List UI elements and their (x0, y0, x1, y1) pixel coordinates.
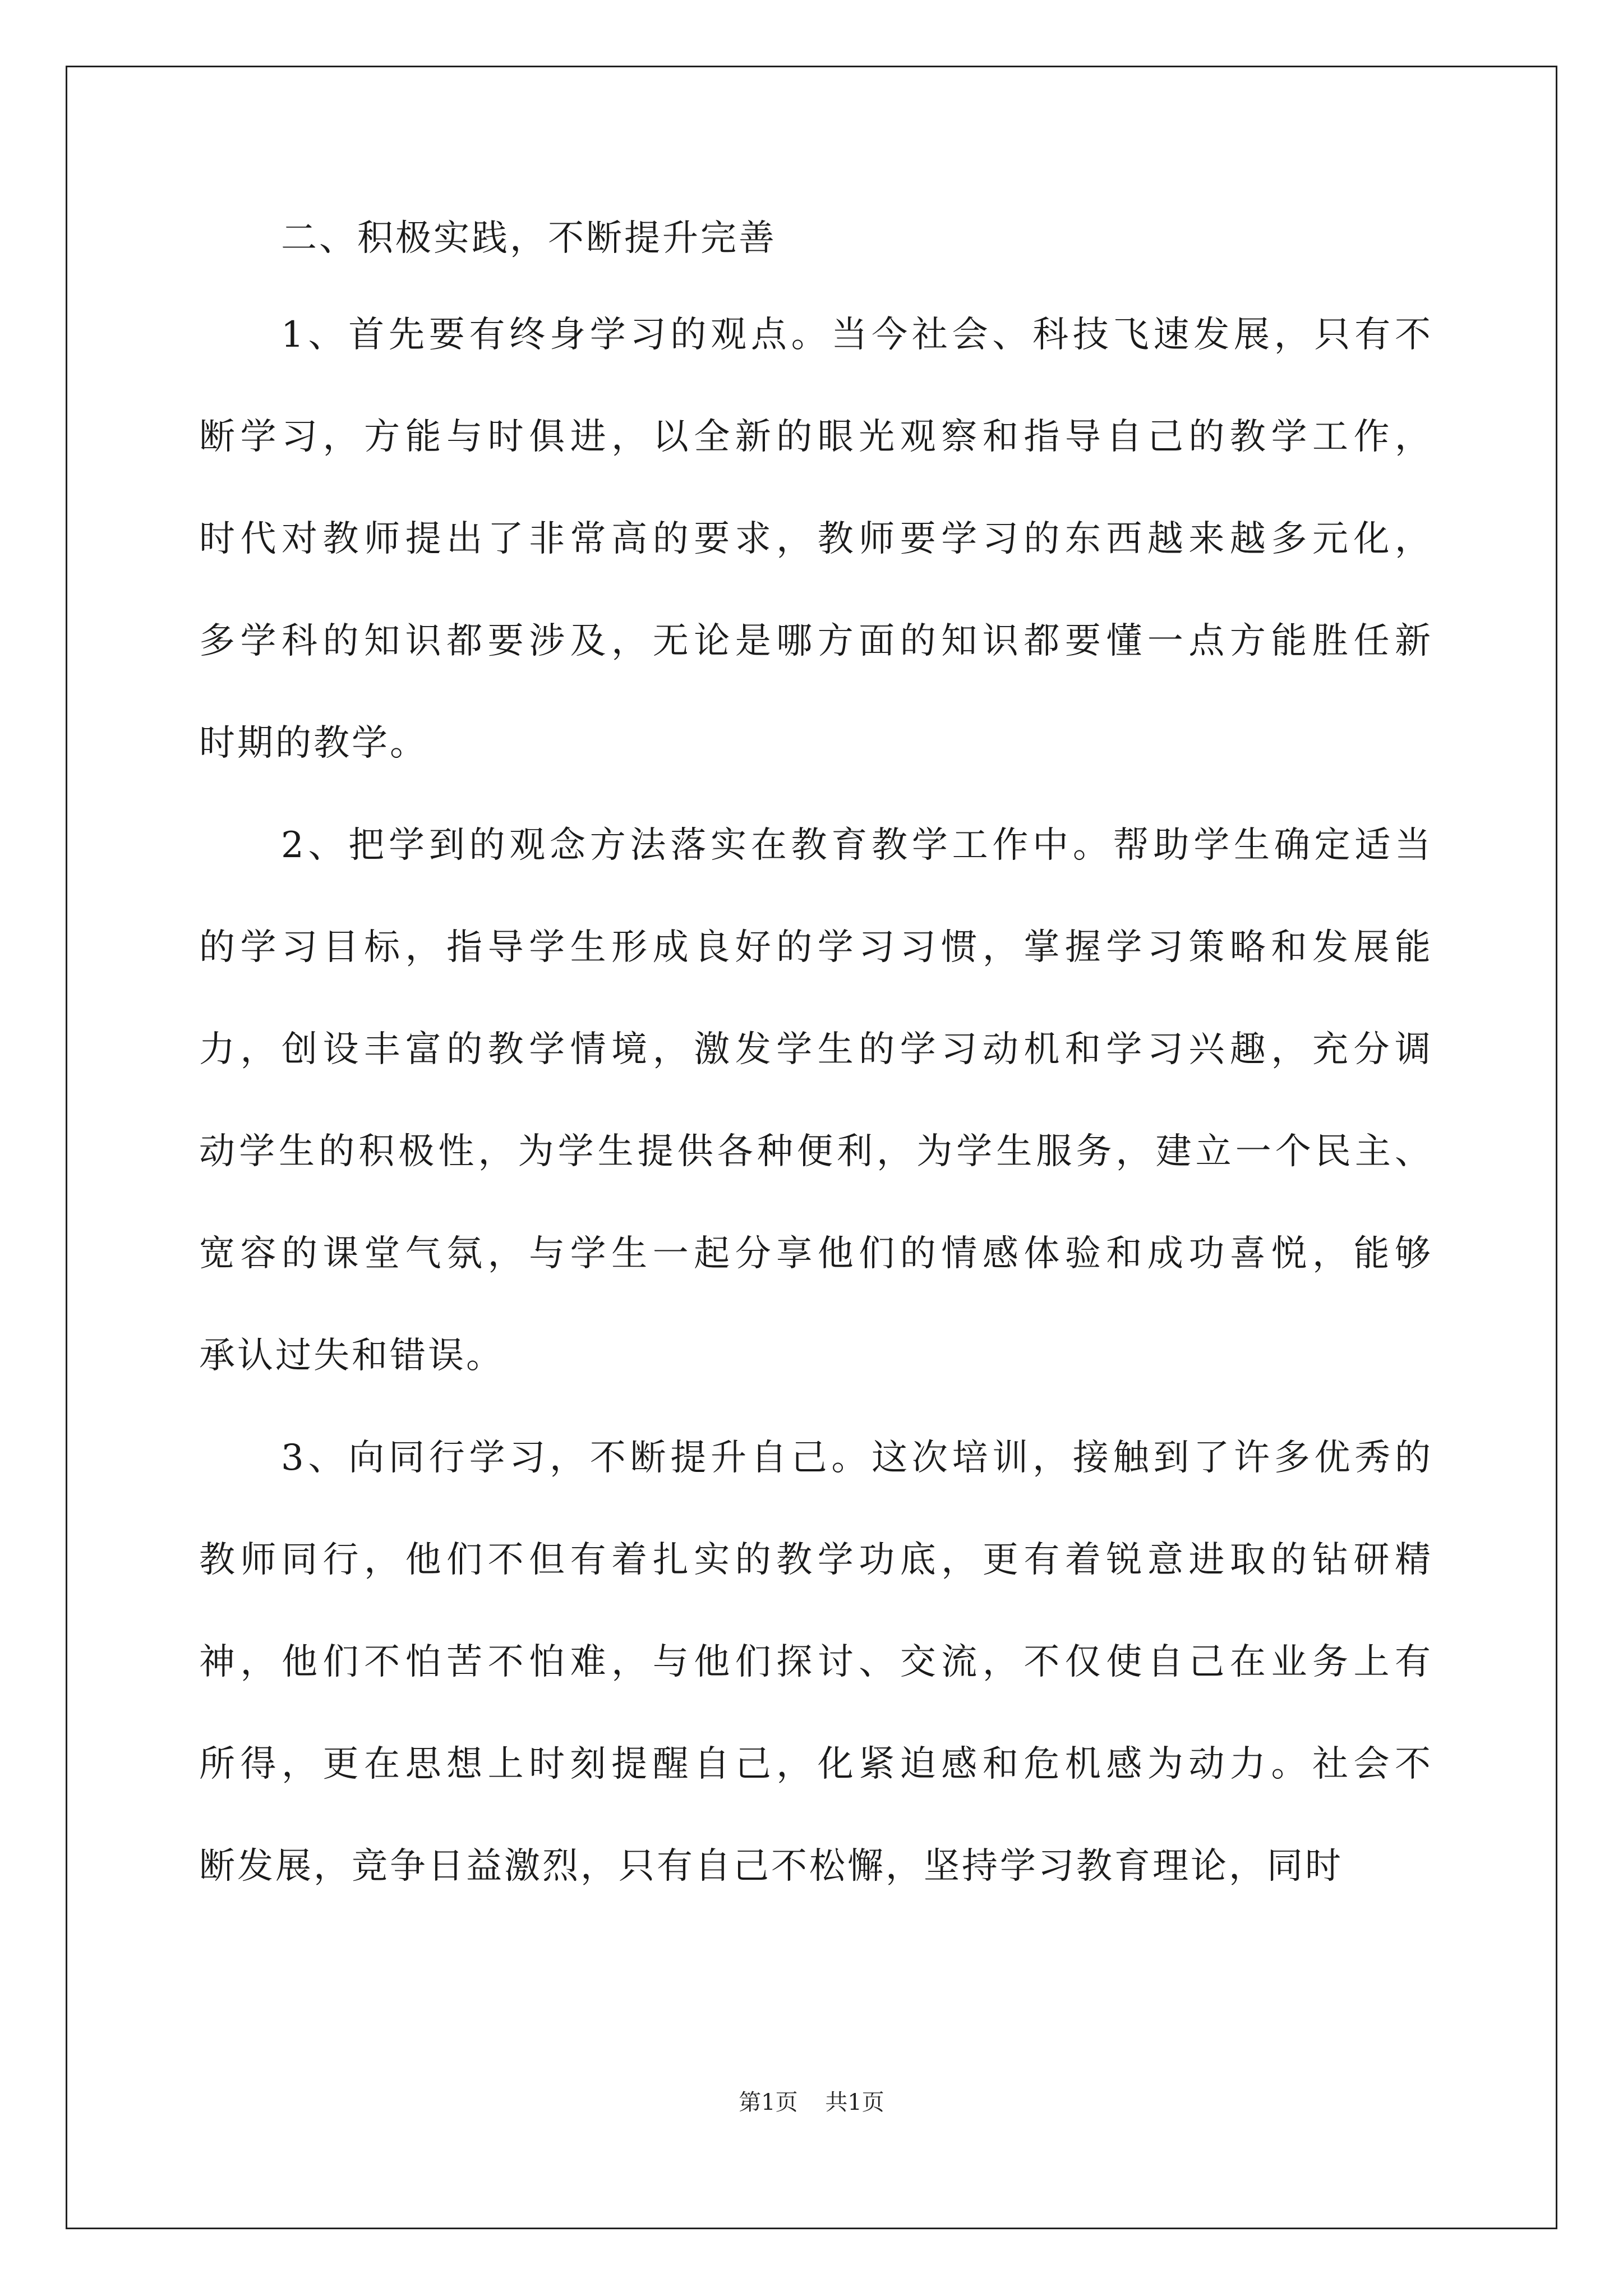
paragraph-list (199, 307, 1433, 1894)
text-line: 断发展，竞争日益激烈，只有自己不松懈，坚持学习教育理论，同时 (199, 1846, 1343, 1887)
page-footer (0, 2086, 1623, 2119)
text-line: 神，他们不怕苦不怕难，与他们探讨、交流，不仅使自己在业务上有 (199, 1641, 1433, 1683)
text-line: 3、向同行学习，不断提升自己。这次培训，接触到了许多优秀的 (281, 1437, 1433, 1479)
text-line: 的学习目标，指导学生形成良好的学习习惯，掌握学习策略和发展能 (199, 927, 1433, 968)
section-heading: 二、积极实践，不断提升完善 (281, 218, 777, 259)
text-line: 教师同行，他们不但有着扎实的教学功底，更有着锐意进取的钻研精 (199, 1539, 1433, 1581)
text-line: 1、首先要有终身学习的观点。当今社会、科技飞速发展，只有不 (281, 314, 1433, 356)
page-total: 共1页 (825, 2090, 884, 2115)
text-line: 所得，更在思想上时刻提醒自己，化紧迫感和危机感为动力。社会不 (199, 1743, 1433, 1785)
text-line: 2、把学到的观念方法落实在教育教学工作中。帮助学生确定适当 (281, 825, 1433, 866)
paragraph (199, 817, 1433, 1384)
text-line: 动学生的积极性，为学生提供各种便利，为学生服务，建立一个民主、 (199, 1131, 1433, 1172)
page-number: 第1页 (739, 2090, 798, 2115)
text-line: 多学科的知识都要涉及，无论是哪方面的知识都要懂一点方能胜任新 (199, 620, 1433, 662)
text-line: 承认过失和错误。 (199, 1335, 504, 1377)
text-line: 时期的教学。 (199, 723, 428, 764)
text-line: 宽容的课堂气氛，与学生一起分享他们的情感体验和成功喜悦，能够 (199, 1233, 1433, 1274)
paragraph (199, 1430, 1433, 1894)
text-line: 断学习，方能与时俱进，以全新的眼光观察和指导自己的教学工作， (199, 416, 1433, 458)
text-line: 时代对教师提出了非常高的要求，教师要学习的东西越来越多元化， (199, 518, 1433, 560)
paragraph (199, 307, 1433, 771)
text-line: 力，创设丰富的教学情境，激发学生的学习动机和学习兴趣，充分调 (199, 1029, 1433, 1070)
document-body (199, 210, 1433, 1940)
